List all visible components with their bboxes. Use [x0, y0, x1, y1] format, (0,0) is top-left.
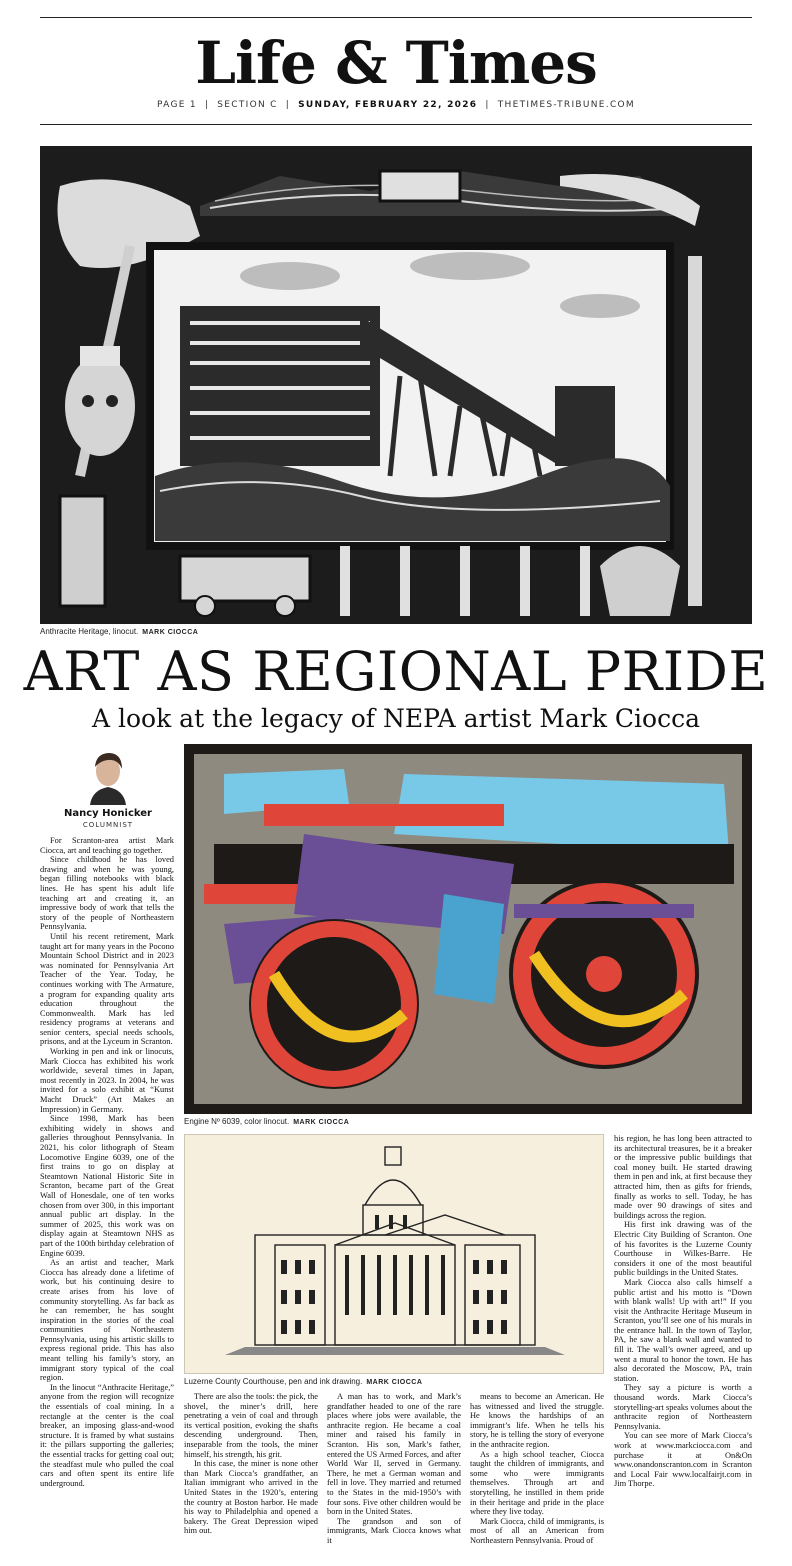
paragraph: A man has to work, and Mark’s grandfather headed to one of the rare places where jobs were available, the anthracite region. He became a coal miner and raised his family in Scranton. His son, Mark’s father, entered the US Armed Forces, and after World War II, served in Germany. There, he met a German woman and fell in love. They married and returned to the States in the mid-1950’s with four sons. Five other children would be born in the United States. [327, 1392, 461, 1517]
caption-text: Luzerne County Courthouse, pen and ink drawing. [184, 1377, 363, 1386]
headline: ART AS REGIONAL PRIDE [23, 640, 769, 703]
paragraph: In the linocut “Anthracite Heritage,” anyone from the region will recognize the essentials of coal mining. In a rectangle at the center is the coal breaker, an imposing glass-and-wood structure. It is framed by what sustains it: the pillars supporting the galleries; the essential tracks for getting coal out; the steadfast mule who pulled the coal cars and often spent its entire life underground. [40, 1382, 174, 1488]
columnist-photo [82, 745, 134, 805]
paragraph: There are also the tools: the pick, the shovel, the miner’s drill, here penetrating a vein of coal and through its vertical position, evoking the shafts descending underground. Then, inseparable from the tools, the miner himself, his strength, his grit. [184, 1392, 318, 1459]
article-column-2 [184, 1392, 318, 1536]
courthouse-image-caption [184, 1377, 422, 1386]
paragraph: His first ink drawing was of the Electric City Building of Scranton. One of his favorites is the Luzerne County Courthouse in Wilkes-Barre. He considers it one of the most beautiful public buildings in the United States. [614, 1220, 752, 1278]
color-linocut-artwork [184, 744, 752, 1114]
paragraph: As a high school teacher, Ciocca taught the children of immigrants, and some who were immigrants themselves. Through art and storytelling, he instilled in them pride in their heritage and pride in the place where they live today. [470, 1449, 604, 1517]
folio-line: PAGE 1 | SECTION C | SUNDAY, FEBRUARY 22, 2026 | THETIMES-TRIBUNE.COM [157, 100, 635, 110]
courthouse-image [184, 1134, 604, 1374]
paragraph: The grandson and son of immigrants, Mark Ciocca knows what it [327, 1516, 461, 1545]
paragraph: Until his recent retirement, Mark taught art for many years in the Pocono Mountain School District and in 2023 was nominated for Pennsylvania Art Teacher of the Year. Today, he continues working with The Armature, a program for expanding quality arts education throughout the Commonwealth. Mark has led residency programs at veterans and senior centers, special needs schools, prisons, and at the Lyceum in Scranton. [40, 931, 174, 1047]
folio-date: SUNDAY, FEBRUARY 22, 2026 [298, 100, 478, 110]
folio-section: SECTION C [217, 100, 278, 110]
byline-role: COLUMNIST [82, 821, 134, 829]
paragraph: They say a picture is worth a thousand words. Mark Ciocca’s storytelling-art speaks volumes about the anthracite region of Northeastern Pennsylvania. [614, 1383, 752, 1431]
paragraph: Since childhood he has loved drawing and when he was young, began filling notebooks with black lines. He has spent his adult life teaching art and creating it, an impressive body of work that tells the story of the people of Northeastern Pennsylvania. [40, 855, 174, 932]
paragraph: In this case, the miner is none other than Mark Ciocca’s grandfather, an Italian immigrant who arrived in the United States in the 1920’s, entering the country at Boston harbor. He made his way to Philadelphia and opened a bakery. The Great Depression wiped him out. [184, 1459, 318, 1536]
section-masthead: Life & Times [195, 29, 597, 97]
article-column-4 [470, 1392, 604, 1546]
engine-6039-image [184, 744, 752, 1114]
paragraph: You can see more of Mark Ciocca’s work at www.markciocca.com and purchase it at On&On www.onandonscranton.com in Scranton and Local Fair www.localfairjt.com in Jim Thorpe. [614, 1431, 752, 1489]
top-rule [40, 17, 752, 18]
paragraph: means to become an American. He has witnessed and lived the struggle. He knows the hardships of an immigrant’s life. When he tells his story, he is telling the story of everyone in the anthracite region. [470, 1392, 604, 1449]
paragraph: As an artist and teacher, Mark Ciocca has already done a lifetime of work, but his continuing desire to create arises from his love of community storytelling. As far back as he can remember, he has sought inspiration in the stories of the coal communities of Northeastern Pennsylvania, using his artistic skills to express regional pride. This has also meant telling his family’s story, an immigrant story typical of the coal region. [40, 1258, 174, 1383]
article-column-3 [327, 1392, 461, 1546]
byline-name: Nancy Honicker [64, 808, 152, 819]
caption-credit: MARK CIOCCA [366, 1379, 423, 1386]
pen-and-ink-artwork [185, 1135, 603, 1373]
masthead-rule [40, 124, 752, 125]
paragraph: Mark Ciocca also calls himself a public artist and his motto is “Down with blank walls! Up with art!” If you visit the Anthracite Heritage Museum in Scranton, you’ll see one of his murals in the entrance hall. In the town of Taylor, PA, he saw a blank wall and wanted to fill it. The wall’s owner agreed, and up went a mural to honor the town. He has also decorated the Moscow, PA, train station. [614, 1277, 752, 1383]
engine-image-caption [184, 1117, 349, 1126]
article-column-1 [40, 836, 174, 1488]
caption-credit: MARK CIOCCA [293, 1119, 350, 1126]
top-image-caption [40, 627, 198, 636]
caption-text: Anthracite Heritage, linocut. [40, 627, 139, 636]
paragraph: Mark Ciocca, child of immigrants, is most of all an American from Northeastern Pennsylvania. Proud of [470, 1516, 604, 1545]
paragraph: Working in pen and ink or linocuts, Mark Ciocca has exhibited his work worldwide, several times in Japan, most recently in 2023. In 2004, he was invited for a solo exhibit at “Kunst Macht Druck” (Art Makes an Impression) in Germany. [40, 1047, 174, 1114]
article-column-5 [614, 1134, 752, 1489]
avatar [82, 745, 134, 805]
paragraph: his region, he has long been attracted to its architectural treasures, be it a breaker or the impressive public buildings that coal money built. He started drawing them in pen and ink, at first because they attracted him, then as gifts for friends, finally as works to sell. Today, he has made over 90 drawings of sites and buildings across the region. [614, 1134, 752, 1220]
paragraph: For Scranton-area artist Mark Ciocca, art and teaching go together. [40, 836, 174, 855]
paragraph: Since 1998, Mark has been exhibiting widely in shows and galleries throughout Pennsylvania. In 2021, his color lithograph of Steam Locomotive Engine 6039, one of the first trains to go on display at Steamtown National Historic Site in Scranton, became part of the Great Wall of Honesdale, one of ten works chosen from over 300, in this important annual public art display. In the summer of 2025, this work was on display again at Steamtown NHS as part of the 100th birthday celebration of Engine 6039. [40, 1114, 174, 1258]
folio-site: THETIMES-TRIBUNE.COM [497, 100, 635, 110]
anthracite-heritage-image [40, 146, 752, 624]
deck: A look at the legacy of NEPA artist Mark Ciocca [91, 704, 700, 733]
linocut-artwork [40, 146, 752, 624]
caption-credit: MARK CIOCCA [142, 629, 199, 636]
folio-page: PAGE 1 [157, 100, 197, 110]
caption-text: Engine Nº 6039, color linocut. [184, 1117, 290, 1126]
